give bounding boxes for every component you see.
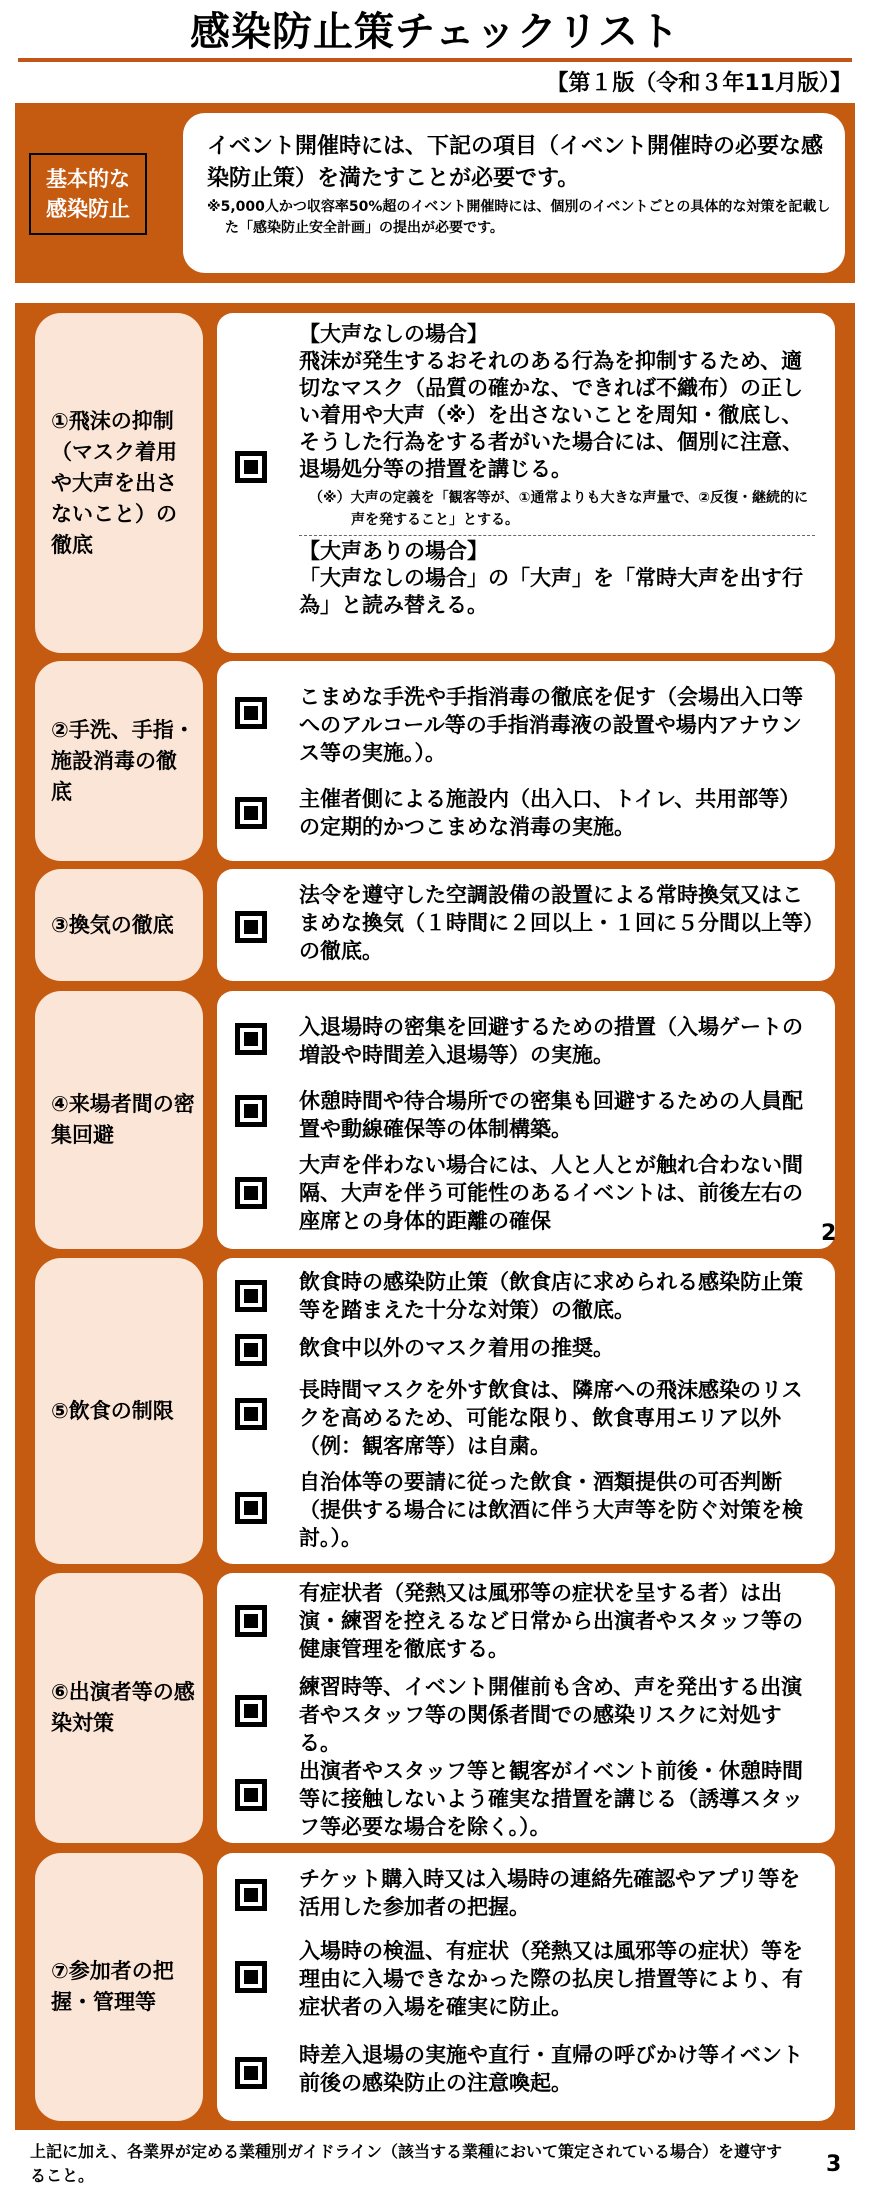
basic-prevention-main-text: イベント開催時には、下記の項目（イベント開催時の必要な感染防止策）を満たすことが必要です。 <box>207 134 824 191</box>
basic-prevention-note: ※5,000人かつ収容率50%超のイベント開催時には、個別のイベントごとの具体的な対策を記載した「感染防止安全計画」の提出が必要です。 <box>207 199 831 236</box>
checkbox-icon[interactable] <box>235 797 267 829</box>
item-text: 時差入退場の実施や直行・直帰の呼びかけ等イベント前後の感染防止の注意喚起。 <box>299 2043 803 2095</box>
checkbox-icon[interactable] <box>235 1280 267 1312</box>
item-text: 長時間マスクを外す飲食は、隣席への飛沫感染のリスクを高めるため、可能な限り、飲食専用エリア以外（例：観客席等）は自粛。 <box>299 1378 803 1458</box>
footer-note: 上記に加え、各業界が定める業種別ガイドライン（該当する業種において策定されている場合）を遵守すること。 <box>30 2142 783 2185</box>
section-label: ②手洗、手指・施設消毒の徹底 <box>35 661 203 861</box>
section-label: ⑤飲食の制限 <box>35 1258 203 1564</box>
checkbox-icon[interactable] <box>235 2057 267 2089</box>
item-text: 練習時等、イベント開催前も含め、声を発出する出演者やスタッフ等の関係者間での感染リスクに対処する。 <box>299 1675 803 1755</box>
section-label: ③換気の徹底 <box>35 869 203 981</box>
checkbox-icon[interactable] <box>235 1695 267 1727</box>
title-underline <box>18 58 852 62</box>
section-label: ⑦参加者の把握・管理等 <box>35 1853 203 2121</box>
item-text: 主催者側による施設内（出入口、トイレ、共用部等）の定期的かつこまめな消毒の実施。 <box>299 787 801 839</box>
item-text: 法令を遵守した空調設備の設置による常時換気又はこまめな換気（１時間に２回以上・１回に５分間以上等）の徹底。 <box>299 883 814 963</box>
checkbox-icon[interactable] <box>235 1779 267 1811</box>
section-droplet-suppression <box>35 313 835 653</box>
section-participant-management <box>35 1853 835 2121</box>
no-shout-heading: 【大声なしの場合】 <box>299 322 488 346</box>
checkbox-icon[interactable] <box>235 1879 267 1911</box>
section-content <box>217 869 835 981</box>
checkbox-icon[interactable] <box>235 1023 267 1055</box>
item-text: 飲食時の感染防止策（飲食店に求められる感染防止策等を踏まえた十分な対策）の徹底。 <box>299 1270 803 1322</box>
section-label: ①飛沫の抑制（マスク着用や大声を出さないこと）の徹底 <box>35 313 203 653</box>
item-text-block <box>299 321 815 619</box>
section-content <box>217 1853 835 2121</box>
item-text: 自治体等の要請に従った飲食・酒類提供の可否判断（提供する場合には飲酒に伴う大声等を防ぐ対策を検討。）。 <box>299 1470 803 1550</box>
shout-text: 「大声なしの場合」の「大声」を「常時大声を出す行為」と読み替える。 <box>299 566 803 617</box>
shout-definition-note: （※）大声の定義を「観客等が、①通常よりも大きな声量で、②反復・継続的に声を発すること」とする。 <box>309 490 809 528</box>
section-content <box>217 313 835 653</box>
item-text: 休憩時間や待合場所での密集も回避するための人員配置や動線確保等の体制構築。 <box>299 1089 803 1141</box>
item-text: 飲食中以外のマスク着用の推奨。 <box>299 1336 614 1360</box>
item-text: 入場時の検温、有症状（発熱又は風邪等の症状）等を理由に入場できなかった際の払戻し措置等により、有症状者の入場を確実に防止。 <box>299 1939 803 2019</box>
page-number: 3 <box>826 2152 842 2177</box>
section-label: ⑥出演者等の感染対策 <box>35 1573 203 1843</box>
section-label: ④来場者間の密集回避 <box>35 991 203 1249</box>
item-text: チケット購入時又は入場時の連絡先確認やアプリ等を活用した参加者の把握。 <box>299 1867 801 1919</box>
no-shout-text: 飛沫が発生するおそれのある行為を抑制するため、適切なマスク（品質の確かな、できれば不織布）の正しい着用や大声（※）を出さないことを周知・徹底し、そうした行為をする者がいた場合には、個別に注意、退場処分等の措置を講じる。 <box>299 349 803 481</box>
item-text: 有症状者（発熱又は風邪等の症状を呈する者）は出演・練習を控えるなど日常から出演者やスタッフ等の健康管理を徹底する。 <box>299 1581 803 1661</box>
checkbox-icon[interactable] <box>235 911 267 943</box>
section-crowd-avoidance <box>35 991 835 1249</box>
page-title: 感染防止策チェックリスト <box>190 9 680 55</box>
dashed-divider <box>299 535 815 536</box>
checkbox-icon[interactable] <box>235 1398 267 1430</box>
checkbox-icon[interactable] <box>235 1095 267 1127</box>
section-content <box>217 1258 835 1564</box>
basic-prevention-box <box>183 113 845 273</box>
basic-prevention-banner <box>15 103 855 283</box>
item-text: 出演者やスタッフ等と観客がイベント前後・休憩時間等に接触しないよう確実な措置を講じる（誘導スタッフ等必要な場合を除く。）。 <box>299 1759 803 1839</box>
checkbox-icon[interactable] <box>235 451 267 483</box>
checkbox-icon[interactable] <box>235 1961 267 1993</box>
checkbox-icon[interactable] <box>235 1177 267 1209</box>
item-text: 入退場時の密集を回避するための措置（入場ゲートの増設や時間差入退場等）の実施。 <box>299 1015 803 1067</box>
section-hand-washing <box>35 661 835 861</box>
section-performer-measures <box>35 1573 835 1843</box>
item-text: こまめな手洗や手指消毒の徹底を促す（会場出入口等へのアルコール等の手指消毒液の設置や場内アナウンス等の実施。）。 <box>299 685 803 765</box>
item-text: 大声を伴わない場合には、人と人とが触れ合わない間隔、大声を伴う可能性のあるイベントは、前後左右の座席との身体的距離の確保 <box>299 1153 803 1233</box>
section-content <box>217 661 835 861</box>
edition-label: 【第１版（令和３年11月版）】 <box>546 71 852 96</box>
section-ventilation <box>35 869 835 981</box>
section-content <box>217 991 835 1249</box>
basic-prevention-label: 基本的な 感染防止 <box>29 153 147 235</box>
section-content <box>217 1573 835 1843</box>
section-eating-restriction <box>35 1258 835 1564</box>
checkbox-icon[interactable] <box>235 1605 267 1637</box>
checkbox-icon[interactable] <box>235 1492 267 1524</box>
checkbox-icon[interactable] <box>235 1334 267 1366</box>
checklist-panel <box>15 303 855 2130</box>
checkbox-icon[interactable] <box>235 697 267 729</box>
shout-heading: 【大声ありの場合】 <box>299 539 488 563</box>
page-number: 2 <box>821 1221 837 1246</box>
